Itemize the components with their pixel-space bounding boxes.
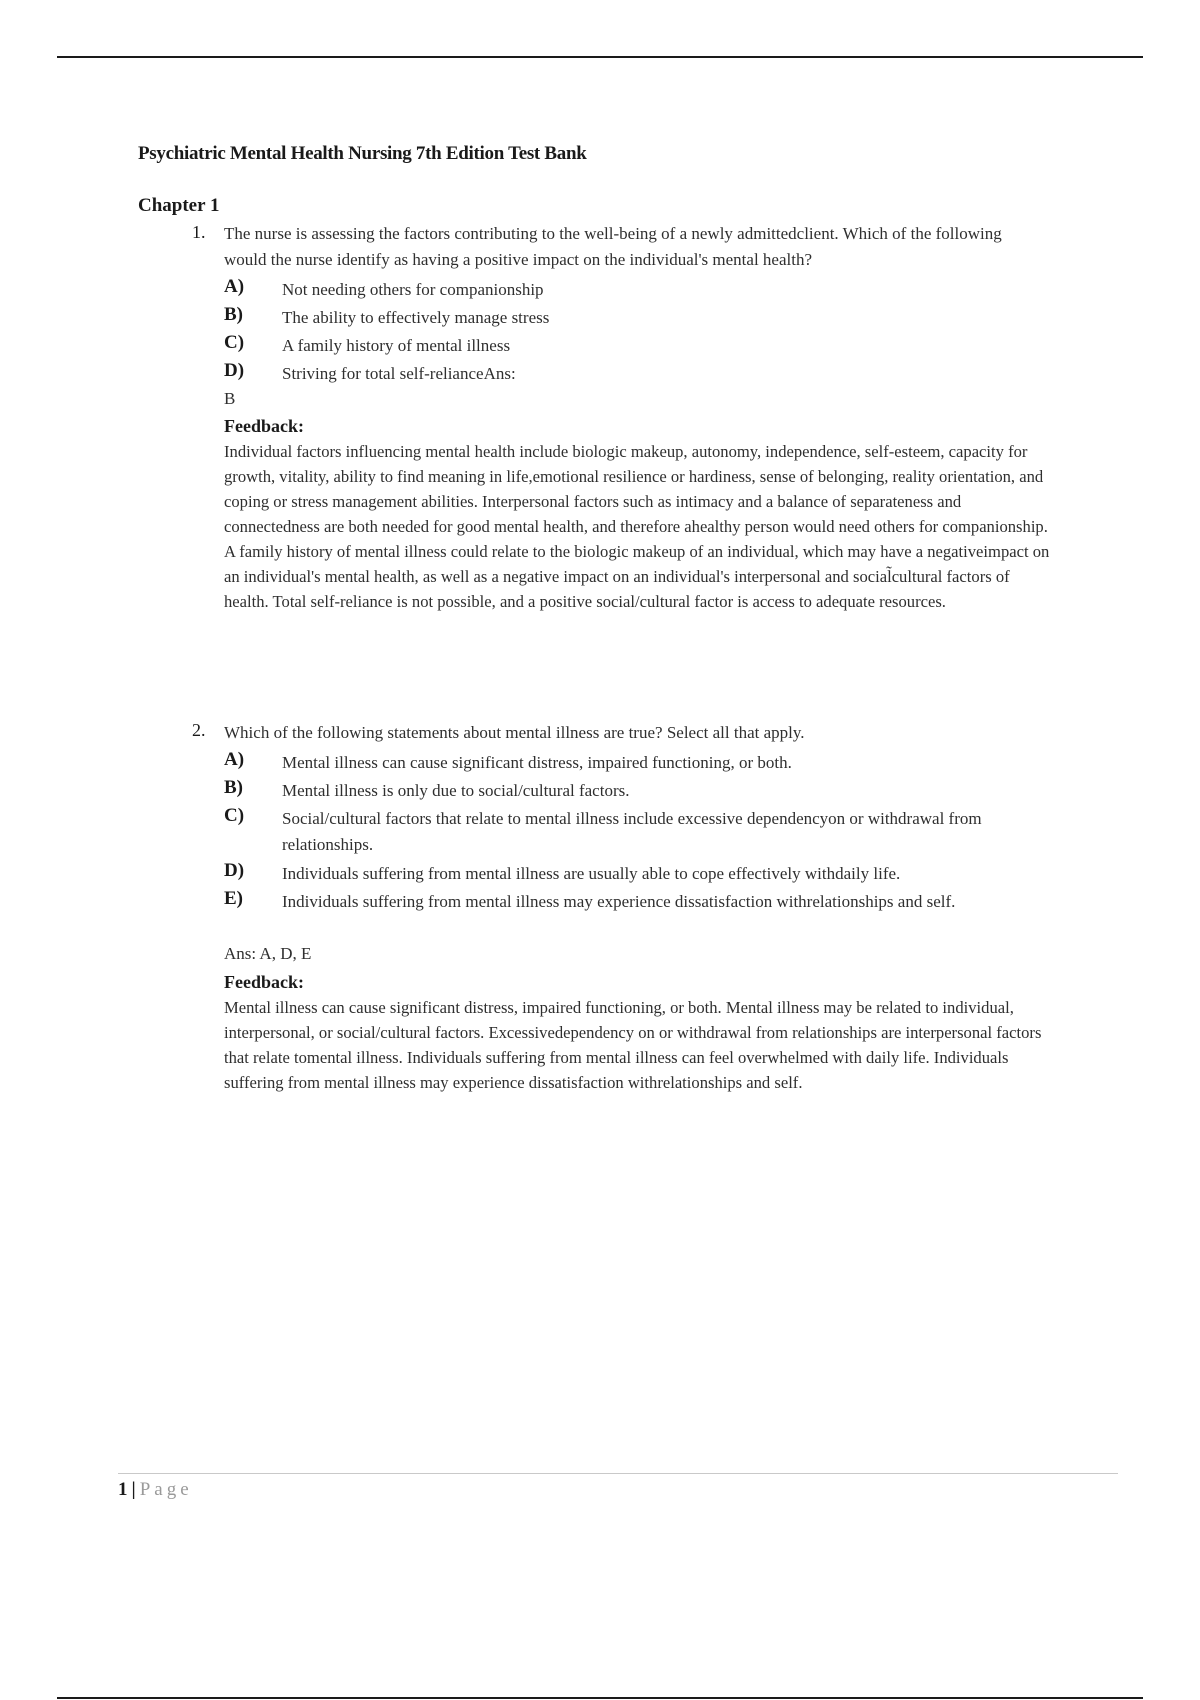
- header-rule: [57, 56, 1143, 58]
- feedback-label: Feedback:: [224, 972, 304, 992]
- answer-key: B: [224, 389, 236, 408]
- bottom-rule: [57, 1697, 1143, 1699]
- chapter-heading: Chapter 1: [138, 195, 220, 216]
- footer-rule: [118, 1473, 1118, 1474]
- question-number: 1.: [192, 222, 206, 242]
- option-text: Striving for total self-relianceAns:: [282, 364, 516, 383]
- option-letter: D): [224, 860, 245, 881]
- question-number: 2.: [192, 720, 206, 740]
- page-label: Page: [139, 1479, 193, 1500]
- page-footer: [118, 1479, 193, 1501]
- option-letter: B): [224, 777, 243, 798]
- option-text: Individuals suffering from mental illness may experience dissatisfaction withrelationships and self.: [282, 892, 956, 911]
- option-letter: B): [224, 304, 243, 325]
- option-text: Mental illness is only due to social/cultural factors.: [282, 781, 630, 800]
- option-letter: E): [224, 888, 243, 909]
- feedback-label: Feedback:: [224, 416, 304, 436]
- option-text: The ability to effectively manage stress: [282, 308, 550, 327]
- option-text: Not needing others for companionship: [282, 280, 544, 299]
- option-text: A family history of mental illness: [282, 336, 511, 355]
- question-stem: Which of the following statements about mental illness are true? Select all that apply.: [224, 723, 805, 742]
- option-text: Social/cultural factors that relate to mental illness include excessive dependencyon or withdrawal from relationships.: [282, 809, 982, 854]
- option-letter: A): [224, 749, 245, 770]
- option-letter: A): [224, 276, 245, 297]
- option-letter: C): [224, 805, 245, 826]
- answer-key: Ans: A, D, E: [224, 944, 312, 963]
- option-letter: C): [224, 332, 245, 353]
- feedback-text: Individual factors influencing mental health include biologic makeup, autonomy, independence, self-esteem, capacity for growth, vitality, ability to find meaning in life,emotional resilience or hardiness, sense of belonging, reality orientation, and coping or stress management abilities. Interpersonal factors such as intimacy and a balance of separateness and connectedness are both needed for good mental health, and therefore ahealthy person would need others for companionship. A family history of mental illness could relate to the biologic makeup of an individual, which may have a negativeimpact on an individual's mental health, as well as a negative impact on an individual's interpersonal and social̃cultural factors of health. Total self-reliance is not possible, and a positive social/cultural factor is access to adequate resources.: [224, 442, 1050, 611]
- document-title: Psychiatric Mental Health Nursing 7th Edition Test Bank: [138, 143, 587, 164]
- option-text: Individuals suffering from mental illness are usually able to cope effectively withdaily life.: [282, 864, 901, 883]
- page-separator: |: [131, 1479, 136, 1500]
- option-text: Mental illness can cause significant distress, impaired functioning, or both.: [282, 753, 792, 772]
- page-number: 1: [118, 1479, 128, 1500]
- option-letter: D): [224, 360, 245, 381]
- question-stem: The nurse is assessing the factors contributing to the well-being of a newly admittedclient. Which of the following would the nurse identify as having a positive impact on the individual's mental health?: [224, 224, 1002, 269]
- feedback-text: Mental illness can cause significant distress, impaired functioning, or both. Mental illness may be related to individual, interpersonal, or social/cultural factors. Excessivedependency on or withdrawal from relationships are interpersonal factors that relate tomental illness. Individuals suffering from mental illness can feel overwhelmed with daily life. Individuals suffering from mental illness may experience dissatisfaction withrelationships and self.: [224, 998, 1042, 1092]
